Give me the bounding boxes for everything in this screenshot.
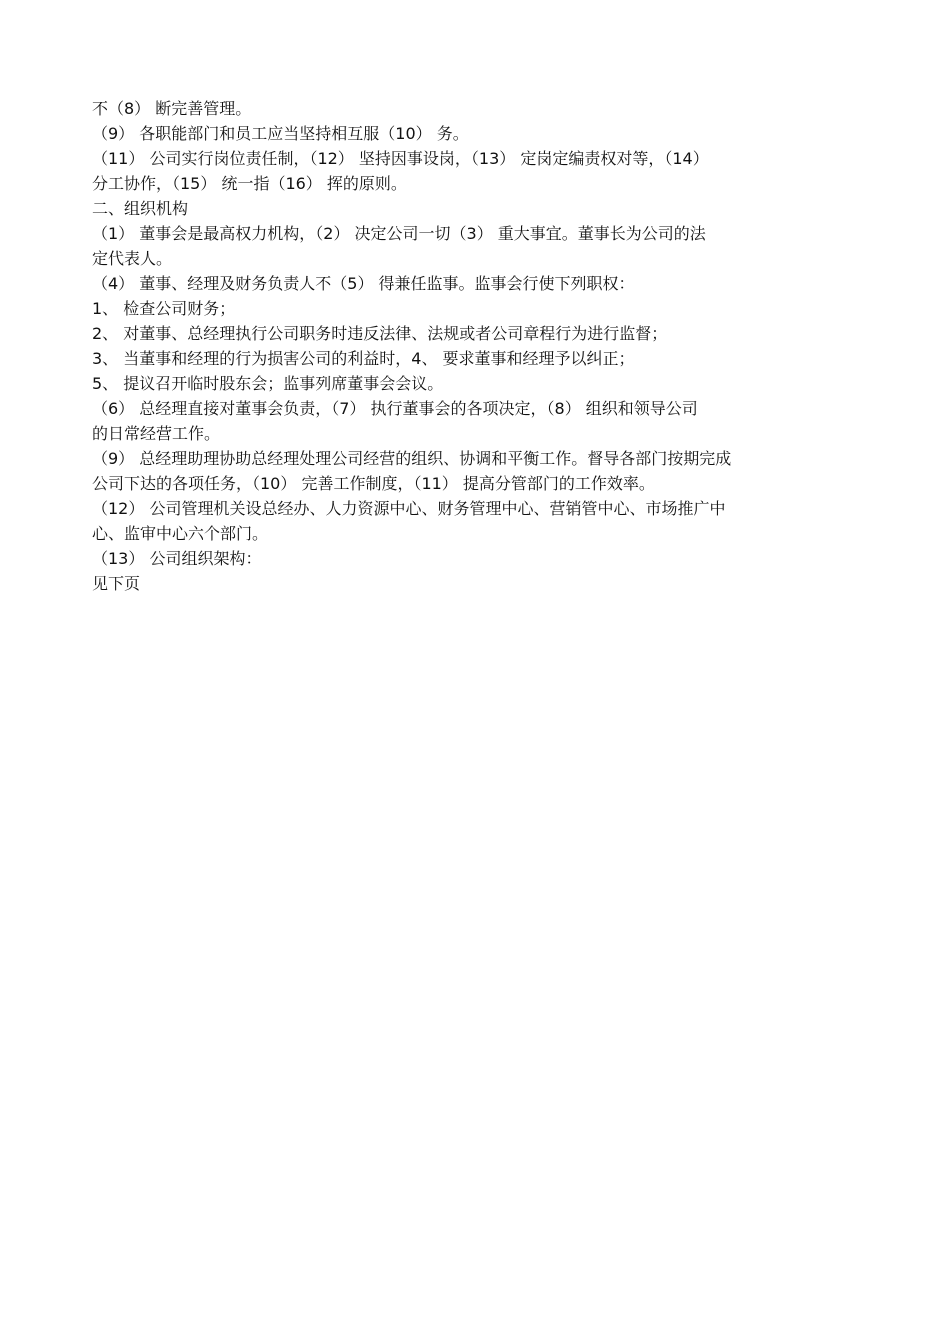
text-line: 公司下达的各项任务，（10） 完善工作制度，（11） 提高分管部门的工作效率。 — [92, 474, 655, 493]
section-heading: 二、组织机构 — [92, 199, 189, 218]
list-item: 1、 检查公司财务； — [92, 299, 236, 318]
text-line: （11） 公司实行岗位责任制，（12） 坚持因事设岗，（13） 定岗定编责权对等，（14） — [92, 149, 709, 168]
list-item: 5、 提议召开临时股东会；监事列席董事会会议。 — [92, 374, 444, 393]
text-line: 不（8） 断完善管理。 — [92, 99, 252, 118]
text-line: 定代表人。 — [92, 249, 173, 268]
text-line: （6） 总经理直接对董事会负责，（7） 执行董事会的各项决定，（8） 组织和领导公司 — [92, 399, 698, 418]
text-line: 心、监审中心六个部门。 — [92, 524, 269, 543]
text-line: （13） 公司组织架构： — [92, 549, 262, 568]
text-line: 的日常经营工作。 — [92, 424, 221, 443]
document-body — [92, 96, 860, 596]
list-item: 3、 当董事和经理的行为损害公司的利益时，4、 要求董事和经理予以纠正； — [92, 349, 635, 368]
list-item: 2、 对董事、总经理执行公司职务时违反法律、法规或者公司章程行为进行监督； — [92, 324, 668, 343]
text-line: 见下页 — [92, 574, 141, 593]
text-line: （9） 总经理助理协助总经理处理公司经营的组织、协调和平衡工作。督导各部门按期完成 — [92, 449, 732, 468]
text-line: （1） 董事会是最高权力机构，（2） 决定公司一切（3） 重大事宜。董事长为公司的法 — [92, 224, 706, 243]
text-line: （4） 董事、经理及财务负责人不（5） 得兼任监事。监事会行使下列职权： — [92, 274, 635, 293]
text-line: （9） 各职能部门和员工应当坚持相互服（10） 务。 — [92, 124, 469, 143]
text-line: 分工协作，（15） 统一指（16） 挥的原则。 — [92, 174, 407, 193]
text-line: （12） 公司管理机关设总经办、人力资源中心、财务管理中心、营销管中心、市场推广中 — [92, 499, 726, 518]
